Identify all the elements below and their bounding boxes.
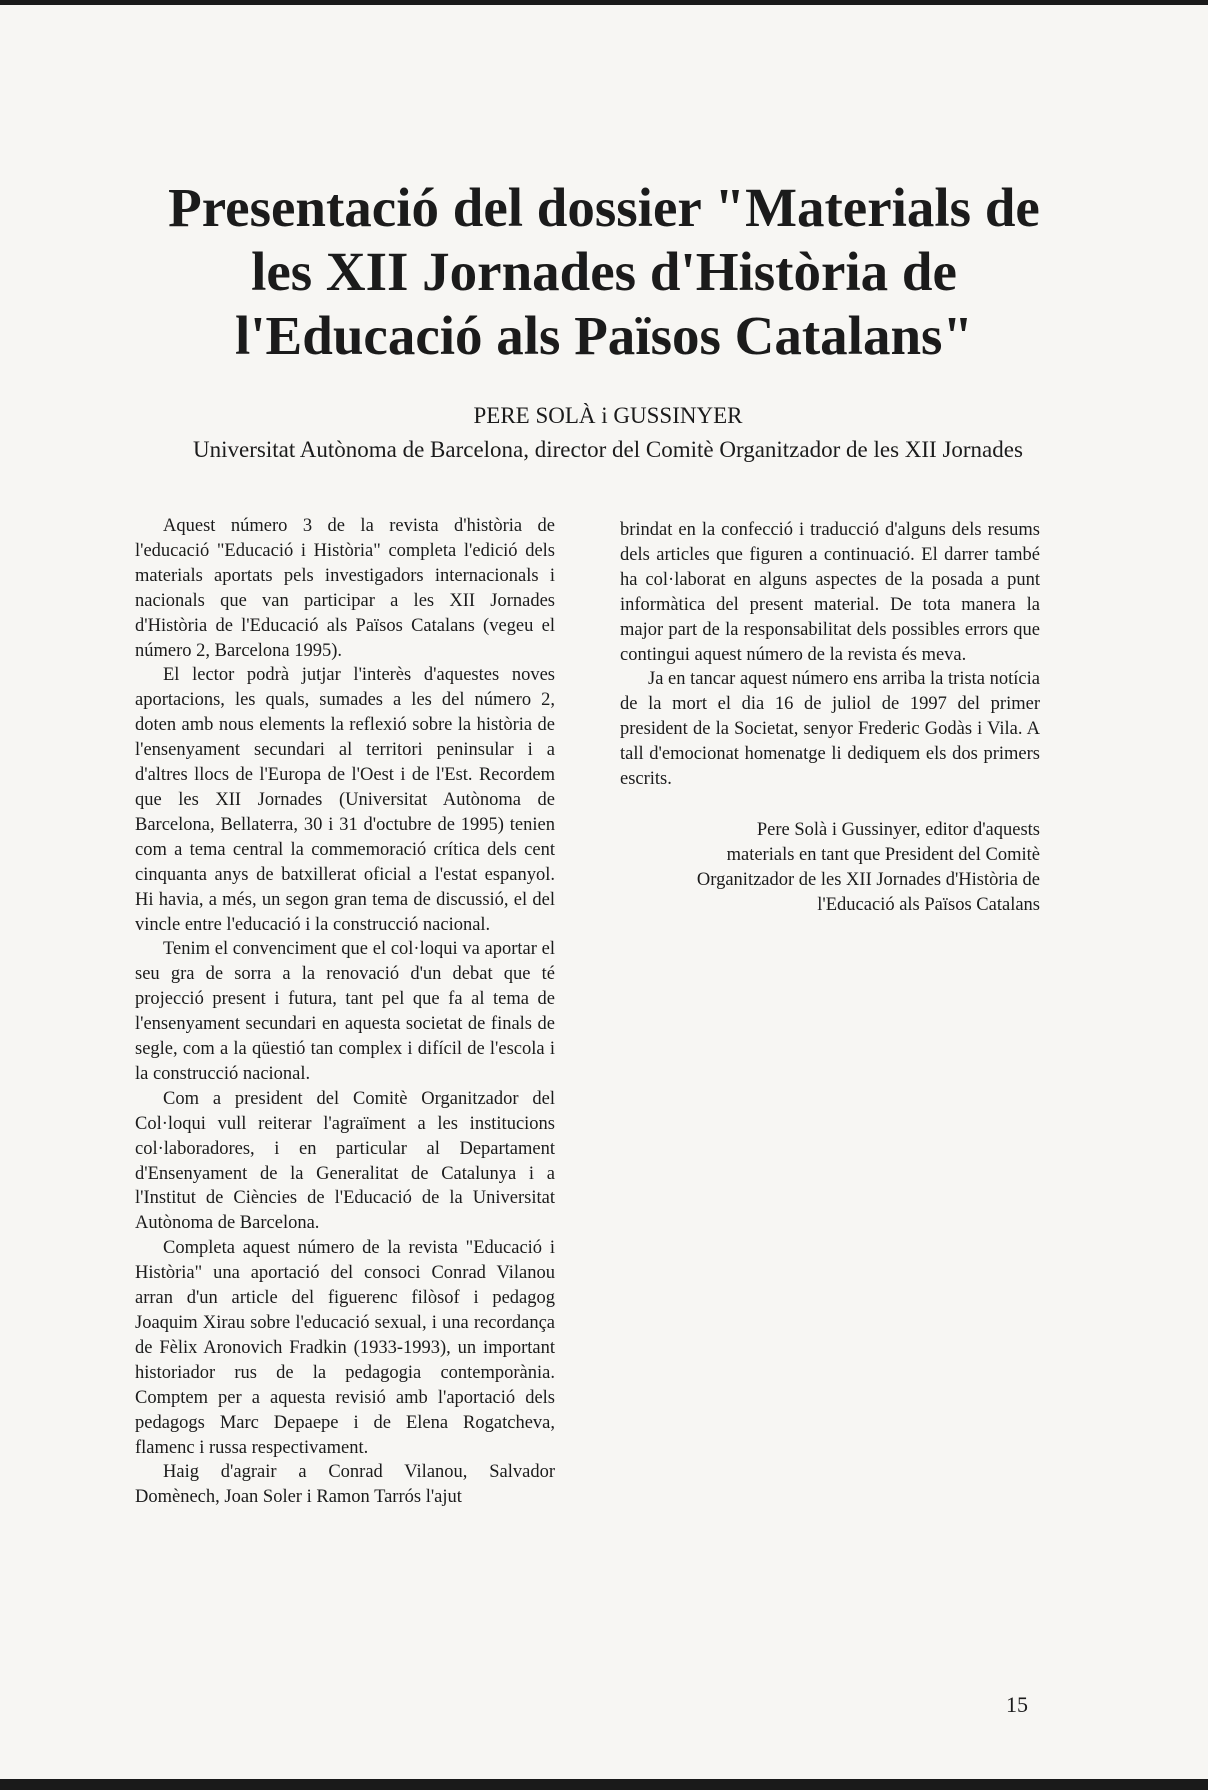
paragraph: Haig d'agrair a Conrad Vilanou, Salvador Domènech, Joan Soler i Ramon Tarrós l'ajut: [135, 1462, 555, 1508]
paragraph: El lector podrà jutjar l'interès d'aquestes noves aportacions, les quals, sumades a les del número 2, doten amb nous elements la reflexió sobre la història de l'ensenyament secundari al territori peninsular i a d'altres llocs de l'Europa de l'Oest i de l'Est. Recordem que les XII Jornades (Universitat Autònoma de Barcelona, Bellaterra, 30 i 31 d'octubre de 1995) tenien com a tema central la commemoració crítica dels cent cinquanta anys de batxillerat oficial a l'estat espanyol. Hi havia, a més, un segon gran tema de discussió, el del vincle entre l'educació i la construcció nacional.: [135, 665, 555, 935]
left-column: [135, 514, 555, 1510]
paragraph: Completa aquest número de la revista "Educació i Història" una aportació del consoci Conrad Vilanou arran d'un article del figuerenc filòsof i pedagog Joaquim Xirau sobre l'educació sexual, i una recordança de Fèlix Aronovich Fradkin (1933-1993), un important historiador rus de la pedagogia contemporània. Comptem per a aquesta revisió amb l'aportació dels pedagogs Marc Depaepe i de Elena Rogatcheva, flamenc i russa respectivament.: [135, 1238, 555, 1458]
signature-line-4: l'Educació als Països Catalans: [817, 894, 1040, 915]
signature-line-1: Pere Solà i Gussinyer, editor d'aquests: [756, 819, 1040, 840]
signature-line-2: materials en tant que President del Comitè: [726, 844, 1040, 865]
author-name: PERE SOLÀ i GUSSINYER: [473, 403, 743, 428]
top-border: [0, 0, 1208, 5]
page-number: 15: [1006, 1692, 1028, 1717]
signature: [620, 818, 1040, 918]
paragraph: Tenim el convenciment que el col·loqui va aportar el seu gra de sorra a la renovació d'un debat que té projecció present i futura, tant pel que fa al tema de l'ensenyament secundari en aquesta societat de finals de segle, com a la qüestió tan complex i difícil de l'escola i la construcció nacional.: [135, 939, 555, 1084]
title-line-2: les XII Jornades d'Història de: [251, 241, 957, 302]
article-title: [100, 176, 1108, 368]
title-line-3: l'Educació als Països Catalans": [235, 305, 973, 366]
paragraph: Ja en tancar aquest número ens arriba la trista notícia de la mort el dia 16 de juliol de 1997 del primer president de la Societat, senyor Frederic Godàs i Vila. A tall d'emocionat homenatge li dediquem els dos primers escrits.: [620, 669, 1040, 790]
paragraph: Aquest número 3 de la revista d'història de l'educació "Educació i Història" completa l'edició dels materials aportats pels investigadors internacionals i nacionals que van participar a les XII Jornades d'Història de l'Educació als Països Catalans (vegeu el número 2, Barcelona 1995).: [135, 516, 555, 661]
bottom-border: [0, 1779, 1208, 1790]
right-column: [620, 518, 1040, 918]
paragraph: Com a president del Comitè Organitzador del Col·loqui vull reiterar l'agraïment a les institucions col·laboradores, i en particular al Departament d'Ensenyament de la Generalitat de Catalunya i a l'Institut de Ciències de l'Educació de la Universitat Autònoma de Barcelona.: [135, 1088, 555, 1234]
author-affiliation: Universitat Autònoma de Barcelona, director del Comitè Organitzador de les XII Jornades: [193, 437, 1023, 462]
paragraph: brindat en la confecció i traducció d'alguns dels resums dels articles que figuren a continuació. El darrer també ha col·laborat en alguns aspectes de la posada a punt informàtica del present material. De tota manera la major part de la responsabilitat dels possibles errors que contingui aquest número de la revista és meva.: [620, 520, 1040, 665]
signature-line-3: Organitzador de les XII Jornades d'Història de: [696, 869, 1040, 890]
title-line-1: Presentació del dossier "Materials de: [168, 177, 1040, 238]
